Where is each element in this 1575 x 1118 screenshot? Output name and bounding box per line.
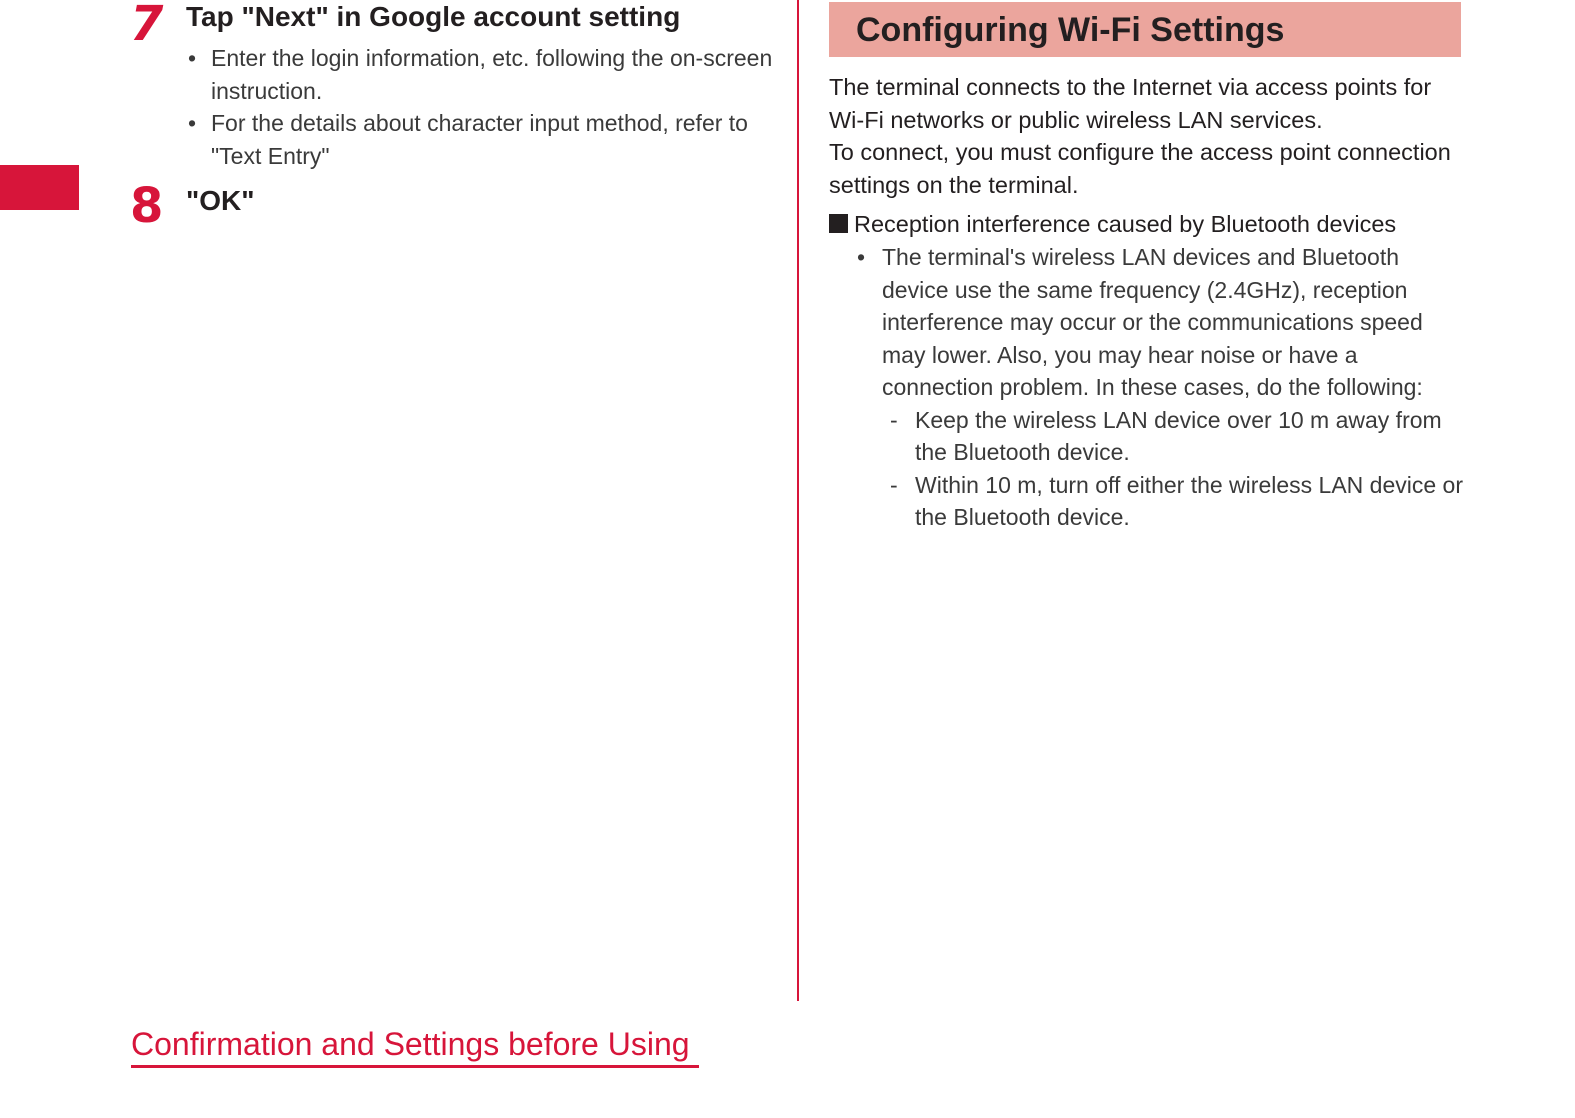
note-heading: [829, 208, 1469, 240]
intro-paragraph: The terminal connects to the Internet via access points for Wi-Fi networks or public wireless LAN services.: [829, 74, 1432, 133]
bullet-text: For the details about character input method, refer to "Text Entry": [211, 110, 748, 169]
step-title: "OK": [186, 185, 255, 216]
page-footer-title: Confirmation and Settings before Using: [131, 1026, 690, 1062]
list-item: [882, 404, 1465, 469]
bullet-text: Enter the login information, etc. following the on-screen instruction.: [211, 45, 773, 104]
list-item: [186, 107, 776, 172]
bullet-icon: •: [188, 110, 197, 136]
intro-paragraph: To connect, you must configure the access point connection settings on the terminal.: [829, 139, 1451, 198]
bullet-icon: •: [857, 244, 866, 270]
step-number: 8: [130, 178, 164, 234]
step-bullet-list: [186, 42, 776, 172]
step-number: 7: [130, 0, 164, 52]
note-heading-text: Reception interference caused by Bluetooth devices: [854, 211, 1397, 237]
square-marker-icon: [829, 214, 848, 233]
list-item: [855, 241, 1465, 404]
note-body: [855, 241, 1465, 534]
column-divider: [797, 0, 799, 1001]
dash-text: Within 10 m, turn off either the wireless LAN device or the Bluetooth device.: [915, 471, 1463, 530]
dash-list: [855, 404, 1465, 534]
list-item: [186, 42, 776, 107]
chapter-index-tab: [0, 165, 79, 210]
dash-icon: -: [890, 406, 898, 433]
bullet-icon: •: [188, 45, 197, 71]
step-title: Tap "Next" in Google account setting: [186, 1, 681, 32]
dash-icon: -: [890, 471, 898, 498]
list-item: [882, 469, 1465, 534]
intro-text: [829, 71, 1464, 201]
section-heading: [829, 2, 1461, 57]
footer-underline: [131, 1065, 699, 1068]
dash-text: Keep the wireless LAN device over 10 m away from the Bluetooth device.: [915, 406, 1442, 465]
bullet-text: The terminal's wireless LAN devices and Bluetooth device use the same frequency (2.4GHz), reception interference may occur or the communications speed may lower. Also, you may hear noise or have a connection problem. In these cases, do the following:: [882, 244, 1423, 400]
section-heading-text: Configuring Wi-Fi Settings: [856, 11, 1285, 49]
